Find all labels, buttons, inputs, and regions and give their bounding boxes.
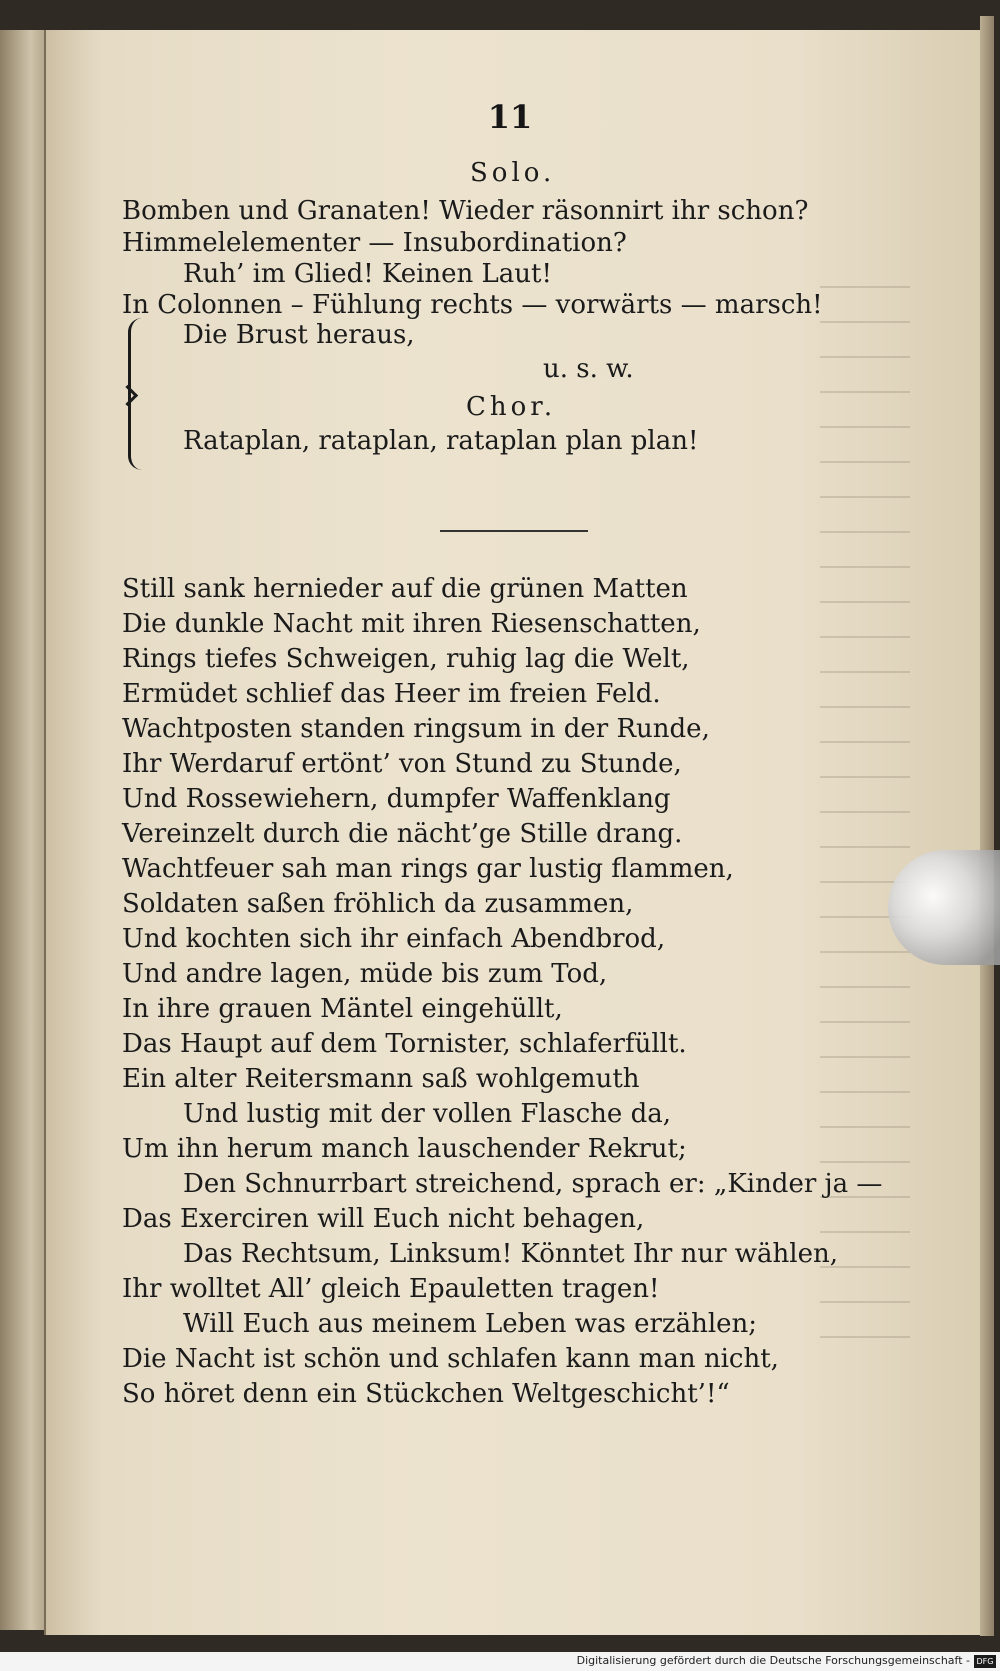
page-number: 11 bbox=[487, 98, 533, 136]
section-divider bbox=[440, 530, 588, 532]
chor-heading: Chor. bbox=[466, 392, 557, 422]
poem-line: Und lustig mit der vollen Flasche da, bbox=[183, 1099, 671, 1129]
poem-line: Und kochten sich ihr einfach Abendbrod, bbox=[122, 924, 666, 954]
poem-line: Das Haupt auf dem Tornister, schlaferfüllt. bbox=[122, 1029, 687, 1059]
page-fore-edge bbox=[980, 16, 994, 1636]
poem-line: Wachtfeuer sah man rings gar lustig flammen, bbox=[122, 854, 734, 884]
poem-line: Ihr wolltet All’ gleich Epauletten tragen! bbox=[122, 1274, 660, 1304]
poem-line: So höret denn ein Stückchen Weltgeschicht’!“ bbox=[122, 1379, 730, 1409]
poem-line: Will Euch aus meinem Leben was erzählen; bbox=[183, 1309, 758, 1339]
poem-line: Still sank hernieder auf die grünen Matten bbox=[122, 574, 688, 604]
poem-line: Ein alter Reitersmann saß wohlgemuth bbox=[122, 1064, 640, 1094]
poem-line: Und andre lagen, müde bis zum Tod, bbox=[122, 959, 608, 989]
poem-line: Die dunkle Nacht mit ihren Riesenschatten, bbox=[122, 609, 701, 639]
poem-line: Wachtposten standen ringsum in der Runde, bbox=[122, 714, 710, 744]
poem-line: In ihre grauen Mäntel eingehüllt, bbox=[122, 994, 563, 1024]
poem-line: Den Schnurrbart streichend, sprach er: „Kinder ja — bbox=[183, 1169, 883, 1199]
poem-line: Die Nacht ist schön und schlafen kann man nicht, bbox=[122, 1344, 779, 1374]
solo-line: Die Brust heraus, bbox=[183, 320, 415, 350]
poem-line: Vereinzelt durch die nächt’ge Stille drang. bbox=[122, 819, 683, 849]
poem-line: Ermüdet schlief das Heer im freien Feld. bbox=[122, 679, 661, 709]
solo-line: In Colonnen – Fühlung rechts — vorwärts — marsch! bbox=[122, 290, 823, 320]
solo-line: Bomben und Granaten! Wieder räsonnirt ihr schon? bbox=[122, 196, 809, 226]
poem-line: Und Rossewiehern, dumpfer Waffenklang bbox=[122, 784, 671, 814]
glass-page-clip bbox=[888, 850, 1000, 965]
solo-line: Ruh’ im Glied! Keinen Laut! bbox=[183, 259, 552, 289]
dfg-logo: DFG bbox=[974, 1655, 996, 1668]
solo-line: u. s. w. bbox=[543, 354, 634, 384]
left-page-edge bbox=[0, 30, 44, 1630]
poem-line: Um ihn herum manch lauschender Rekrut; bbox=[122, 1134, 687, 1164]
poem-line: Das Exerciren will Euch nicht behagen, bbox=[122, 1204, 645, 1234]
poem-line: Soldaten saßen fröhlich da zusammen, bbox=[122, 889, 634, 919]
solo-heading: Solo. bbox=[470, 158, 556, 188]
poem-line: Ihr Werdaruf ertönt’ von Stund zu Stunde, bbox=[122, 749, 682, 779]
poem-line: Das Rechtsum, Linksum! Könntet Ihr nur wählen, bbox=[183, 1239, 839, 1269]
digitization-credit: Digitalisierung gefördert durch die Deutsche Forschungsgemeinschaft - bbox=[576, 1654, 970, 1667]
solo-line: Himmelelementer — Insubordination? bbox=[122, 228, 627, 258]
poem-line: Rings tiefes Schweigen, ruhig lag die Welt, bbox=[122, 644, 690, 674]
chor-line: Rataplan, rataplan, rataplan plan plan! bbox=[183, 426, 699, 456]
